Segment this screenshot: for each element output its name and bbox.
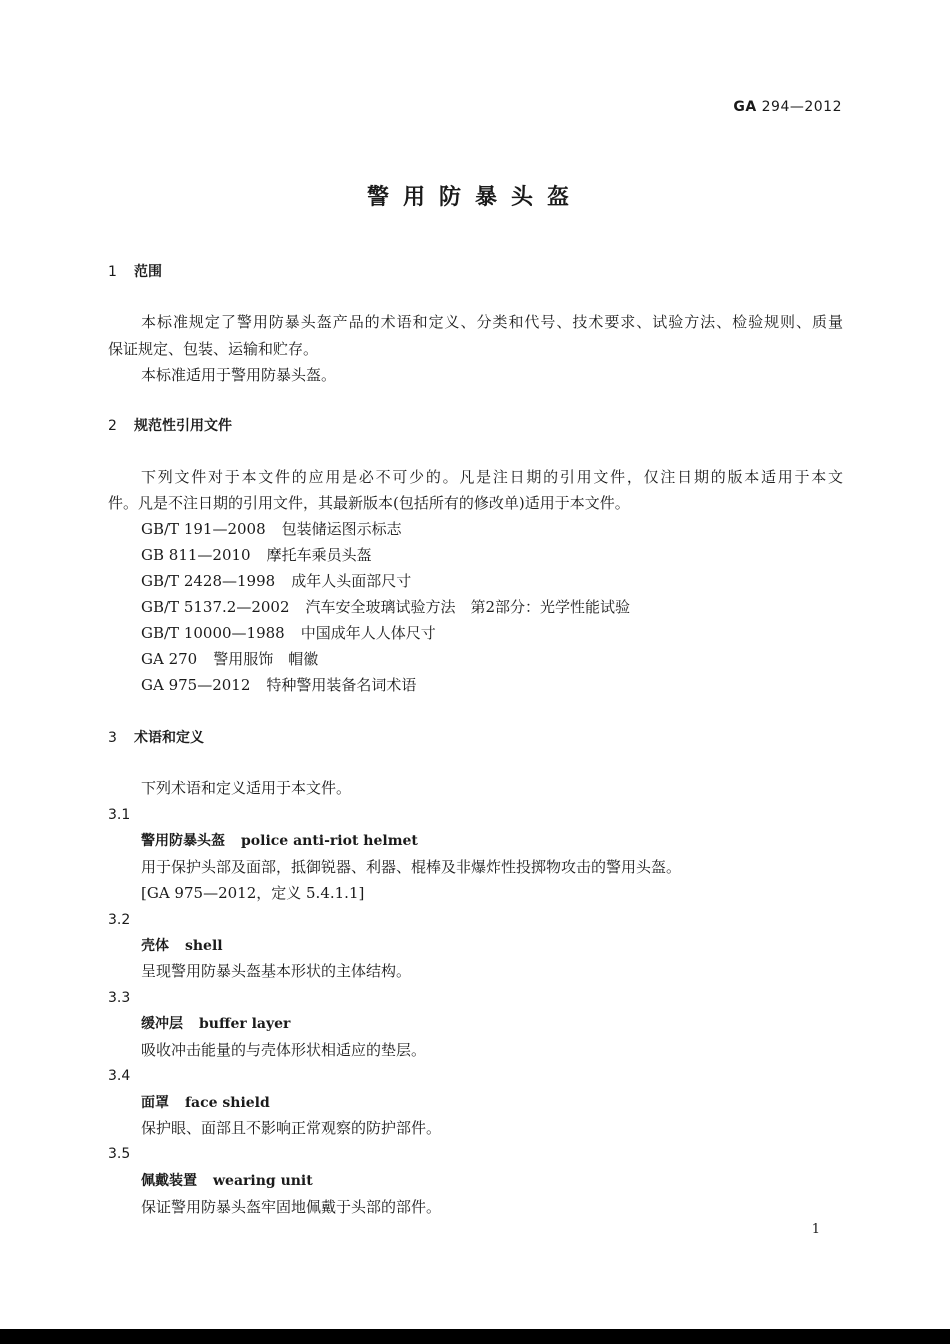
term-en: buffer layer <box>199 1016 291 1032</box>
paragraph: 本标准规定了警用防暴头盔产品的术语和定义、分类和代号、技术要求、试验方法、检验规则、质量 <box>141 313 843 331</box>
section-title: 范围 <box>134 264 162 280</box>
reference-item <box>141 674 416 696</box>
section-number: 3 <box>108 730 117 746</box>
paragraph: 本标准适用于警用防暴头盔。 <box>141 366 337 384</box>
term-number: 3.2 <box>108 912 131 928</box>
reference-name: 成年人头面部尺寸 <box>291 572 412 590</box>
reference-name: 汽车安全玻璃试验方法 第2部分：光学性能试验 <box>305 598 631 616</box>
reference-item <box>141 622 436 644</box>
term-heading <box>141 935 223 957</box>
term-definition: 吸收冲击能量的与壳体形状相适应的垫层。 <box>141 1041 427 1059</box>
reference-name: 中国成年人人体尺寸 <box>300 624 436 642</box>
reference-name: 包装储运图示标志 <box>281 520 402 538</box>
reference-code: GB/T 10000—1988 <box>141 624 285 642</box>
term-number: 3.4 <box>108 1068 131 1084</box>
term-zh: 壳体 <box>141 938 169 954</box>
section-heading-1 <box>108 261 162 283</box>
reference-item <box>141 518 402 540</box>
reference-code: GA 975—2012 <box>141 676 251 694</box>
reference-item <box>141 570 411 592</box>
term-heading <box>141 1013 290 1035</box>
term-en: shell <box>185 938 223 954</box>
term-en: police anti-riot helmet <box>241 833 418 849</box>
section-number: 2 <box>108 418 117 434</box>
term-number: 3.5 <box>108 1146 131 1162</box>
term-heading <box>141 1092 270 1114</box>
paragraph: 保证规定、包装、运输和贮存。 <box>108 340 319 358</box>
section-heading-3 <box>108 727 204 749</box>
term-definition: 保护眼、面部且不影响正常观察的防护部件。 <box>141 1119 442 1137</box>
term-zh: 佩戴装置 <box>141 1173 197 1189</box>
term-zh: 缓冲层 <box>141 1016 183 1032</box>
term-number: 3.3 <box>108 990 131 1006</box>
reference-name: 特种警用装备名词术语 <box>266 676 417 694</box>
paragraph: 件。凡是不注日期的引用文件，其最新版本(包括所有的修改单)适用于本文件。 <box>108 494 630 512</box>
reference-code: GB/T 5137.2—2002 <box>141 598 290 616</box>
term-definition: 呈现警用防暴头盔基本形状的主体结构。 <box>141 962 412 980</box>
bottom-edge-bar <box>0 1329 950 1344</box>
reference-code: GB/T 2428—1998 <box>141 572 276 590</box>
section-number: 1 <box>108 264 117 280</box>
standard-code: 294—2012 <box>761 99 842 115</box>
term-heading <box>141 1170 313 1192</box>
standard-prefix: GA <box>733 99 757 115</box>
reference-item <box>141 544 372 566</box>
document-title: 警用防暴头盔 <box>366 185 583 210</box>
term-heading <box>141 830 418 852</box>
page-number: 1 <box>811 1222 820 1237</box>
reference-code: GB/T 191—2008 <box>141 520 266 538</box>
term-en: face shield <box>185 1095 270 1111</box>
term-definition: 用于保护头部及面部，抵御锐器、利器、棍棒及非爆炸性投掷物攻击的警用头盔。 <box>141 858 682 876</box>
term-en: wearing unit <box>213 1173 313 1189</box>
term-definition: 保证警用防暴头盔牢固地佩戴于头部的部件。 <box>141 1198 442 1216</box>
term-number: 3.1 <box>108 807 131 823</box>
reference-item <box>141 596 630 618</box>
standard-number <box>733 99 842 115</box>
section-title: 术语和定义 <box>134 730 204 746</box>
term-zh: 警用防暴头盔 <box>141 833 225 849</box>
term-source: [GA 975—2012，定义 5.4.1.1] <box>141 884 365 902</box>
reference-item <box>141 648 318 670</box>
reference-name: 摩托车乘员头盔 <box>266 546 372 564</box>
paragraph: 下列文件对于本文件的应用是必不可少的。凡是注日期的引用文件，仅注日期的版本适用于本文 <box>141 468 843 486</box>
section-title: 规范性引用文件 <box>134 418 232 434</box>
term-zh: 面罩 <box>141 1095 169 1111</box>
reference-name: 警用服饰 帽徽 <box>213 650 319 668</box>
section-heading-2 <box>108 415 232 437</box>
paragraph: 下列术语和定义适用于本文件。 <box>141 779 352 797</box>
reference-code: GA 270 <box>141 650 198 668</box>
reference-code: GB 811—2010 <box>141 546 251 564</box>
